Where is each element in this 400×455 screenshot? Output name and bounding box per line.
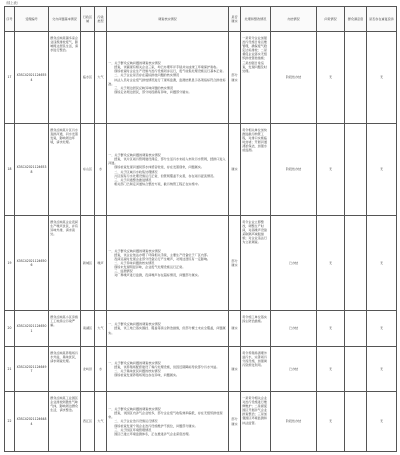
cell-handling: 一是责令相关企业对治污设施进行维修维护；二是督促园区开展涉气企业排查整治；三是加强园区环境监测和执法监管。 xyxy=(241,392,271,452)
table-continuation-note: （续上表） xyxy=(4,1,20,5)
cell-status: 已办结 xyxy=(271,216,317,311)
header-district: 行政区域 xyxy=(81,7,95,32)
cell-findings xyxy=(107,347,229,392)
cell-type: 水 xyxy=(95,124,107,216)
table-row xyxy=(5,216,397,311)
cell-status: 阶段性办结 xyxy=(271,124,317,216)
findings-paragraph: 二、关于异味问题的核实情况 xyxy=(114,260,155,265)
cell-id: X3SC420211246506 xyxy=(15,216,49,311)
cell-basic: 群众反映某工业园区企业排放刺激性气味气体，影响周边群众生活，请求整治。 xyxy=(49,392,81,452)
cell-repeat: 无 xyxy=(367,124,397,216)
cell-id: X3SC420211246538 xyxy=(15,124,49,216)
findings-paragraph: 片区现有污水处理设施运行正常，但管网覆盖不完善，存在雨污混流情况。 xyxy=(114,173,217,178)
findings-heading: 一、关于群众反映问题的调查核实情况 xyxy=(108,248,161,253)
cell-handling: 责令相关单位加快推进截污纳管工程，对排口实施临时封堵；开展河道清淤保洁，加强水质监测。 xyxy=(241,124,271,216)
header-id: 受理编号 xyxy=(15,7,49,32)
findings-paragraph: 经查，该镇现有相关企业三家，均已办理环评手续并完成竣工环境保护验收。 xyxy=(114,65,220,70)
cell-satisfaction xyxy=(345,347,367,392)
cell-type: 大气 xyxy=(95,311,107,347)
header-no: 序号 xyxy=(5,7,15,32)
cell-repeat: 无 xyxy=(367,347,397,392)
cell-id: X3SC420211246497 xyxy=(15,347,49,392)
cell-basic: 群众反映某小区旁施工工地扬尘污染严重。 xyxy=(49,311,81,347)
findings-paragraph: 二、关于臭味扰民问题的核实情况 xyxy=(114,369,161,373)
cell-accountability: 无 xyxy=(317,347,345,392)
cell-no: 17 xyxy=(5,32,15,124)
table-header-row xyxy=(5,7,397,32)
cell-id: X3SC420211246554 xyxy=(15,32,49,124)
cell-verified: 部分属实 xyxy=(229,32,241,124)
cell-basic: 群众反映某镇多家企业违规排放废气，影响周边居民生活，请求进行整治。 xyxy=(49,32,81,124)
cell-district: 东山区 xyxy=(81,124,95,216)
cell-repeat: 无 xyxy=(367,311,397,347)
header-handling: 处理和整改情况 xyxy=(241,7,271,32)
cell-basic: 群众反映某企业夜间生产噪声扰民，并有异味外排，请求查处。 xyxy=(49,216,81,311)
cell-basic: 群众反映某养殖场污水外溢，臭味扰民，请求调查处理。 xyxy=(49,347,81,392)
cell-repeat: 无 xyxy=(367,216,397,311)
findings-paragraph: 现场检查发现个别企业治污设施维护不到位，问题部分属实。 xyxy=(114,423,198,428)
findings-paragraph: 三、关于园区环境管理情况 xyxy=(114,427,152,432)
cell-satisfaction xyxy=(345,311,367,347)
cell-type: 水 xyxy=(95,347,107,392)
table-row xyxy=(5,124,397,216)
findings-paragraph: 三、监测情况 xyxy=(114,269,133,274)
cell-findings xyxy=(107,32,229,124)
cell-accountability: 无 xyxy=(317,392,345,452)
cell-status: 阶段性办结 xyxy=(271,32,317,124)
cell-verified: 属实 xyxy=(229,347,241,392)
cell-type: 大气 xyxy=(95,32,107,124)
cell-repeat: 无 xyxy=(367,32,397,124)
cell-accountability: 无 xyxy=(317,32,345,124)
findings-paragraph: 执法人员对企业废气排放情况进行了现场监测，监测结果显示各项指标符合排放标准。 xyxy=(108,77,226,86)
header-type: 污染类型 xyxy=(95,7,107,32)
findings-paragraph: 经查，该养殖场配套建设了粪污处理设施，但因近期降雨导致部分污水外溢。 xyxy=(114,364,220,369)
findings-paragraph: 园区已建立环境监测体系，正在推进涉气企业深度治理。 xyxy=(114,431,192,436)
cell-accountability: 无 xyxy=(317,311,345,347)
cell-satisfaction xyxy=(345,392,367,452)
header-verified: 是否属实 xyxy=(229,7,241,32)
findings-paragraph: 现场检查发现河道局部水体感官较差，存在发黑现象，问题属实。 xyxy=(114,165,204,170)
cell-no: 21 xyxy=(5,347,15,392)
findings-heading: 一、关于群众反映问题的调查核实情况 xyxy=(108,153,161,158)
findings-heading: 一、关于群众反映问题的调查核实情况 xyxy=(108,322,161,327)
cell-status: 已办结 xyxy=(271,311,317,347)
findings-paragraph: 二、关于企业是否存在超标排放问题的核实情况 xyxy=(114,73,180,78)
findings-paragraph: 二、关于区域污水收集处理情况 xyxy=(114,169,158,174)
findings-heading: 一、关于群众反映问题的调查核实情况 xyxy=(108,61,161,66)
complaint-table xyxy=(4,6,397,452)
header-basic: 交办问题基本情况 xyxy=(49,7,81,32)
cell-findings xyxy=(107,392,229,452)
findings-paragraph: 经查，该园区内涉气企业较多，部分企业废气收集效率偏低，存在无组织排放现象。 xyxy=(108,411,223,420)
findings-paragraph: 现场检查发现养殖场周边存在异味，问题属实。 xyxy=(114,373,180,378)
cell-handling: 责令企业立即整改，调整生产时间，对高噪声设备采取隔声减振措施；对企业违法行为立案调查。 xyxy=(241,216,271,311)
findings-paragraph: 三、关于河道整治推进情况 xyxy=(114,177,152,182)
cell-district: 南湖区 xyxy=(81,311,95,347)
findings-paragraph: 现场走访周边居民，部分时段确有异味，问题部分属实。 xyxy=(114,89,192,94)
cell-satisfaction xyxy=(345,32,367,124)
cell-handling: 责令施工单位落实扬尘防治措施。 xyxy=(241,311,271,347)
cell-verified: 部分属实 xyxy=(229,392,241,452)
findings-paragraph: 三、关于周边居民反映异味问题的核实情况 xyxy=(114,85,173,90)
cell-verified: 属实 xyxy=(229,124,241,216)
cell-findings xyxy=(107,216,229,311)
cell-basic: 群众反映某片区污水直排河道，河水发黑发臭，影响周边环境，请求处理。 xyxy=(49,124,81,216)
table-row xyxy=(5,347,397,392)
cell-status: 已办结 xyxy=(271,347,317,392)
header-repeat: 是否存在重复投诉 xyxy=(367,7,397,32)
findings-paragraph: 现场未发现明显异味，企业废气处理设施运行正常。 xyxy=(114,265,186,270)
cell-district: 北岭县 xyxy=(81,347,95,392)
cell-type: 噪声 xyxy=(95,216,107,311)
findings-paragraph: 相关部门已制定河道综合整治方案，截污纳管工程正在实施中。 xyxy=(114,181,201,186)
cell-id: X3SC420211246484 xyxy=(15,392,49,452)
cell-no: 20 xyxy=(5,311,15,347)
cell-verified: 部分属实 xyxy=(229,216,241,311)
cell-no: 18 xyxy=(5,124,15,216)
cell-satisfaction xyxy=(345,124,367,216)
header-accountability: 问责情况 xyxy=(317,7,345,32)
findings-paragraph: 现场检查时企业生产设施与治污设施同步运行，废气收集处理设施运行基本正常。 xyxy=(114,69,226,74)
findings-heading: 一、关于群众反映问题的调查核实情况 xyxy=(108,407,161,412)
cell-no: 19 xyxy=(5,216,15,311)
cell-district: 临水区 xyxy=(81,32,95,124)
cell-handling: 责令养殖场清理外溢污水，完善雨污分流设施，加强粪污资源化利用。 xyxy=(241,347,271,392)
findings-heading: 一、关于群众反映问题的调查核实情况 xyxy=(108,360,161,365)
cell-findings xyxy=(107,311,229,347)
cell-accountability: 无 xyxy=(317,216,345,311)
cell-repeat: 无 xyxy=(367,392,397,452)
header-status: 办结情况 xyxy=(271,7,317,32)
findings-paragraph: 经查，该企业依法办理了环保相关手续，主要生产设备位于厂区内部。 xyxy=(114,252,211,257)
findings-paragraph: 夜间巡查时发现企业部分设备运行产生噪声，对周边居民有一定影响。 xyxy=(114,256,211,261)
cell-handling: 一是责令企业加强治污设施日常运维管理，确保废气稳定达标排放；二是督促企业落实无组织排放管控措施；三是加强日常巡查，发现问题及时处理。 xyxy=(241,32,271,124)
cell-accountability: 无 xyxy=(317,124,345,216)
cell-type: 大气 xyxy=(95,392,107,452)
header-findings: 调查核实情况 xyxy=(107,7,229,32)
findings-paragraph: 经查，该片区雨污管网建设滞后，部分生活污水未接入市政污水管网，经排口进入河道。 xyxy=(108,157,226,166)
cell-findings xyxy=(107,124,229,216)
findings-paragraph: 对厂界噪声进行监测，夜间噪声存在超标情况，问题部分属实。 xyxy=(114,273,201,278)
table-row xyxy=(5,392,397,452)
cell-status: 阶段性办结 xyxy=(271,392,317,452)
table-row xyxy=(5,311,397,347)
cell-no: 22 xyxy=(5,392,15,452)
cell-district: 新城区 xyxy=(81,216,95,311)
table-row xyxy=(5,32,397,124)
cell-satisfaction xyxy=(345,216,367,311)
findings-paragraph: 经查，该工地已落实围挡、覆盖等扬尘防治措施，但部分裸土未完全覆盖，问题属实。 xyxy=(108,326,226,335)
cell-verified: 属实 xyxy=(229,311,241,347)
cell-district: 西江区 xyxy=(81,392,95,452)
findings-paragraph: 二、关于企业治污设施运行情况 xyxy=(114,419,158,424)
cell-id: X3SC420211246501 xyxy=(15,311,49,347)
header-satisfaction: 群众满意度 xyxy=(345,7,367,32)
